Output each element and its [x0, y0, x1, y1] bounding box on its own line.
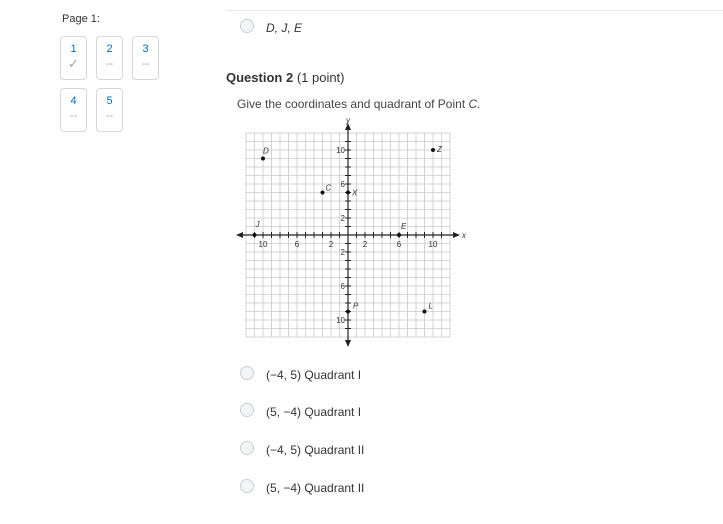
page-label: Page 1: [62, 13, 100, 25]
question-nav-status: -- [69, 110, 78, 122]
x-axis-arrow-right [453, 232, 460, 238]
y-tick-label: 10 [336, 316, 345, 325]
point-x-marker [346, 191, 350, 195]
x-axis-label: x [462, 231, 466, 240]
coordinate-graph [232, 112, 472, 350]
point-c-label: C [325, 183, 332, 193]
question-nav-5[interactable] [96, 88, 123, 132]
check-icon: ✓ [68, 56, 79, 71]
answer-option-label-1: (−4, 5) Quadrant I [266, 368, 362, 382]
question-nav-number: 3 [142, 43, 149, 55]
question-nav-number: 2 [106, 43, 113, 55]
y-tick-label: 2 [340, 214, 345, 223]
question-nav-status: -- [141, 58, 150, 70]
question-nav-4[interactable] [60, 88, 87, 132]
answer-option-label-4: (5, −4) Quadrant II [266, 481, 365, 495]
point-e-label: E [401, 222, 407, 231]
question-title: Question 2 [226, 70, 294, 85]
question-nav-3[interactable] [132, 36, 159, 80]
point-e-marker [397, 233, 401, 237]
point-j-label: J [255, 220, 260, 229]
x-tick-label: 6 [294, 240, 300, 249]
answer-option-label-2: (5, −4) Quadrant I [266, 405, 362, 419]
y-axis-label: y [346, 116, 350, 125]
point-x-label: X [352, 188, 358, 198]
y-tick-label: 2 [340, 248, 345, 257]
question-nav-status: -- [105, 110, 114, 122]
y-tick-label: 10 [336, 146, 345, 155]
x-tick-label: 6 [396, 240, 402, 249]
answer-option-radio-1[interactable] [240, 366, 254, 380]
x-tick-label: 2 [362, 240, 368, 249]
y-tick-label: 6 [340, 282, 345, 291]
y-tick-label: 6 [340, 180, 345, 189]
point-j-marker [253, 233, 257, 237]
point-z-label: Z [437, 145, 442, 154]
question-nav-number: 1 [70, 43, 77, 55]
question-nav-number: 5 [106, 95, 113, 107]
point-p-label: P [353, 301, 359, 311]
prev-option-radio[interactable] [240, 19, 254, 33]
point-l-label: L [428, 301, 433, 311]
point-p-marker [346, 310, 350, 314]
point-d-label: D [263, 146, 269, 156]
answer-option-radio-4[interactable] [240, 479, 254, 493]
prev-option-label: D, J, E [266, 21, 303, 35]
point-l-marker [423, 310, 427, 314]
divider [226, 10, 723, 11]
question-prompt-text: Give the coordinates and quadrant of Point [237, 97, 469, 111]
question-prompt [237, 97, 481, 111]
x-tick-label: 10 [428, 240, 438, 249]
question-nav-1[interactable] [60, 36, 87, 80]
x-axis-arrow-left [236, 232, 243, 238]
question-nav-status: -- [105, 58, 114, 70]
x-tick-label: 10 [258, 240, 268, 249]
answer-option-radio-2[interactable] [240, 403, 254, 417]
point-c-marker [321, 191, 325, 195]
answer-option-radio-3[interactable] [240, 441, 254, 455]
question-nav-number: 4 [70, 95, 77, 107]
answer-option-label-3: (−4, 5) Quadrant II [266, 443, 365, 457]
question-heading [226, 70, 345, 85]
question-point-name: C. [468, 97, 481, 111]
question-nav-2[interactable] [96, 36, 123, 80]
y-axis-arrow-down [345, 340, 351, 347]
point-d-marker [261, 157, 265, 161]
x-tick-label: 2 [328, 240, 334, 249]
point-z-marker [431, 148, 435, 152]
question-points: (1 point) [296, 70, 345, 85]
